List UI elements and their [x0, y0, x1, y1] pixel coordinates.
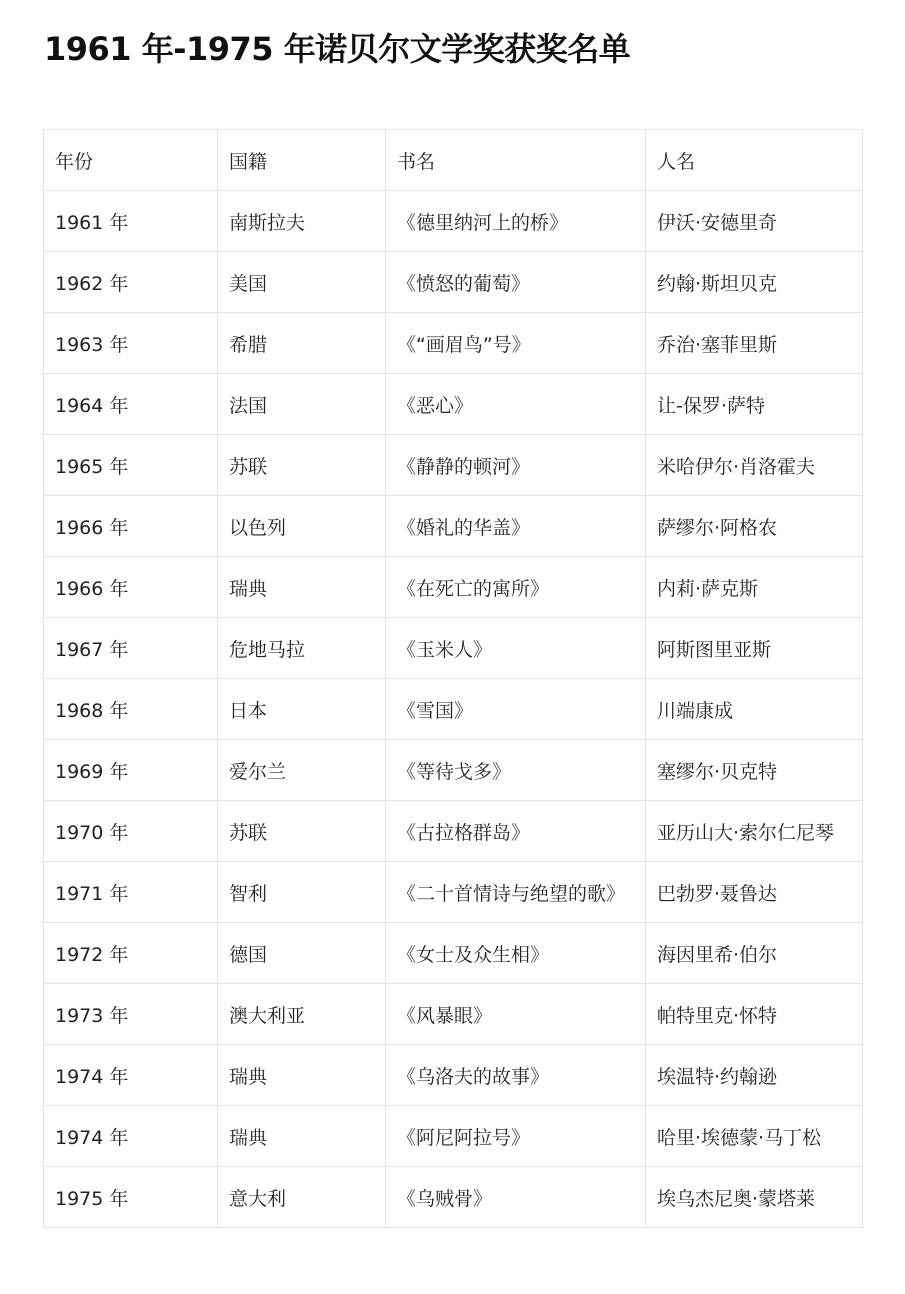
cell-book: 《古拉格群岛》 — [386, 801, 646, 862]
table-row — [44, 618, 863, 679]
cell-year: 1961 年 — [44, 191, 218, 252]
cell-country: 日本 — [218, 679, 386, 740]
cell-book: 《愤怒的葡萄》 — [386, 252, 646, 313]
cell-year: 1966 年 — [44, 557, 218, 618]
cell-author: 亚历山大·索尔仁尼琴 — [646, 801, 863, 862]
cell-country: 南斯拉夫 — [218, 191, 386, 252]
cell-year: 1966 年 — [44, 496, 218, 557]
table-row — [44, 313, 863, 374]
table-row — [44, 679, 863, 740]
cell-author: 川端康成 — [646, 679, 863, 740]
cell-year: 1975 年 — [44, 1167, 218, 1228]
cell-year: 1967 年 — [44, 618, 218, 679]
cell-author: 内莉·萨克斯 — [646, 557, 863, 618]
table-row — [44, 923, 863, 984]
cell-year: 1964 年 — [44, 374, 218, 435]
cell-book: 《二十首情诗与绝望的歌》 — [386, 862, 646, 923]
cell-country: 以色列 — [218, 496, 386, 557]
table-row — [44, 1045, 863, 1106]
cell-book: 《在死亡的寓所》 — [386, 557, 646, 618]
header-year: 年份 — [44, 130, 218, 191]
cell-author: 萨缪尔·阿格农 — [646, 496, 863, 557]
cell-year: 1970 年 — [44, 801, 218, 862]
cell-author: 哈里·埃德蒙·马丁松 — [646, 1106, 863, 1167]
cell-book: 《风暴眼》 — [386, 984, 646, 1045]
table-row — [44, 374, 863, 435]
table-row — [44, 740, 863, 801]
table-body — [44, 191, 863, 1228]
table-row — [44, 984, 863, 1045]
table-row — [44, 1106, 863, 1167]
table-row — [44, 435, 863, 496]
cell-author: 阿斯图里亚斯 — [646, 618, 863, 679]
table-row — [44, 252, 863, 313]
cell-book: 《婚礼的华盖》 — [386, 496, 646, 557]
cell-year: 1974 年 — [44, 1045, 218, 1106]
table-row — [44, 862, 863, 923]
cell-country: 苏联 — [218, 435, 386, 496]
cell-country: 瑞典 — [218, 1045, 386, 1106]
cell-book: 《雪国》 — [386, 679, 646, 740]
cell-book: 《玉米人》 — [386, 618, 646, 679]
cell-country: 澳大利亚 — [218, 984, 386, 1045]
cell-year: 1968 年 — [44, 679, 218, 740]
cell-year: 1973 年 — [44, 984, 218, 1045]
cell-author: 埃温特·约翰逊 — [646, 1045, 863, 1106]
cell-author: 约翰·斯坦贝克 — [646, 252, 863, 313]
header-country: 国籍 — [218, 130, 386, 191]
cell-book: 《恶心》 — [386, 374, 646, 435]
page-title: 1961 年-1975 年诺贝尔文学奖获奖名单 — [44, 30, 631, 68]
cell-year: 1971 年 — [44, 862, 218, 923]
cell-year: 1972 年 — [44, 923, 218, 984]
cell-country: 危地马拉 — [218, 618, 386, 679]
cell-country: 瑞典 — [218, 1106, 386, 1167]
cell-book: 《静静的顿河》 — [386, 435, 646, 496]
cell-country: 瑞典 — [218, 557, 386, 618]
cell-author: 塞缪尔·贝克特 — [646, 740, 863, 801]
table-row — [44, 191, 863, 252]
cell-country: 希腊 — [218, 313, 386, 374]
awards-table — [43, 129, 863, 1228]
cell-year: 1965 年 — [44, 435, 218, 496]
cell-country: 苏联 — [218, 801, 386, 862]
cell-country: 法国 — [218, 374, 386, 435]
cell-country: 智利 — [218, 862, 386, 923]
table-row — [44, 801, 863, 862]
cell-author: 乔治·塞菲里斯 — [646, 313, 863, 374]
header-author: 人名 — [646, 130, 863, 191]
cell-book: 《等待戈多》 — [386, 740, 646, 801]
cell-book: 《德里纳河上的桥》 — [386, 191, 646, 252]
table-row — [44, 496, 863, 557]
cell-author: 伊沃·安德里奇 — [646, 191, 863, 252]
cell-country: 德国 — [218, 923, 386, 984]
cell-author: 帕特里克·怀特 — [646, 984, 863, 1045]
cell-year: 1969 年 — [44, 740, 218, 801]
cell-country: 意大利 — [218, 1167, 386, 1228]
header-book: 书名 — [386, 130, 646, 191]
cell-author: 巴勃罗·聂鲁达 — [646, 862, 863, 923]
cell-author: 让-保罗·萨特 — [646, 374, 863, 435]
cell-year: 1974 年 — [44, 1106, 218, 1167]
table-row — [44, 1167, 863, 1228]
table-row — [44, 557, 863, 618]
cell-year: 1963 年 — [44, 313, 218, 374]
cell-author: 海因里希·伯尔 — [646, 923, 863, 984]
cell-author: 米哈伊尔·肖洛霍夫 — [646, 435, 863, 496]
cell-country: 美国 — [218, 252, 386, 313]
cell-book: 《乌洛夫的故事》 — [386, 1045, 646, 1106]
cell-book: 《“画眉鸟”号》 — [386, 313, 646, 374]
cell-book: 《阿尼阿拉号》 — [386, 1106, 646, 1167]
cell-author: 埃乌杰尼奥·蒙塔莱 — [646, 1167, 863, 1228]
cell-book: 《女士及众生相》 — [386, 923, 646, 984]
cell-country: 爱尔兰 — [218, 740, 386, 801]
cell-book: 《乌贼骨》 — [386, 1167, 646, 1228]
cell-year: 1962 年 — [44, 252, 218, 313]
table-header-row — [44, 130, 863, 191]
